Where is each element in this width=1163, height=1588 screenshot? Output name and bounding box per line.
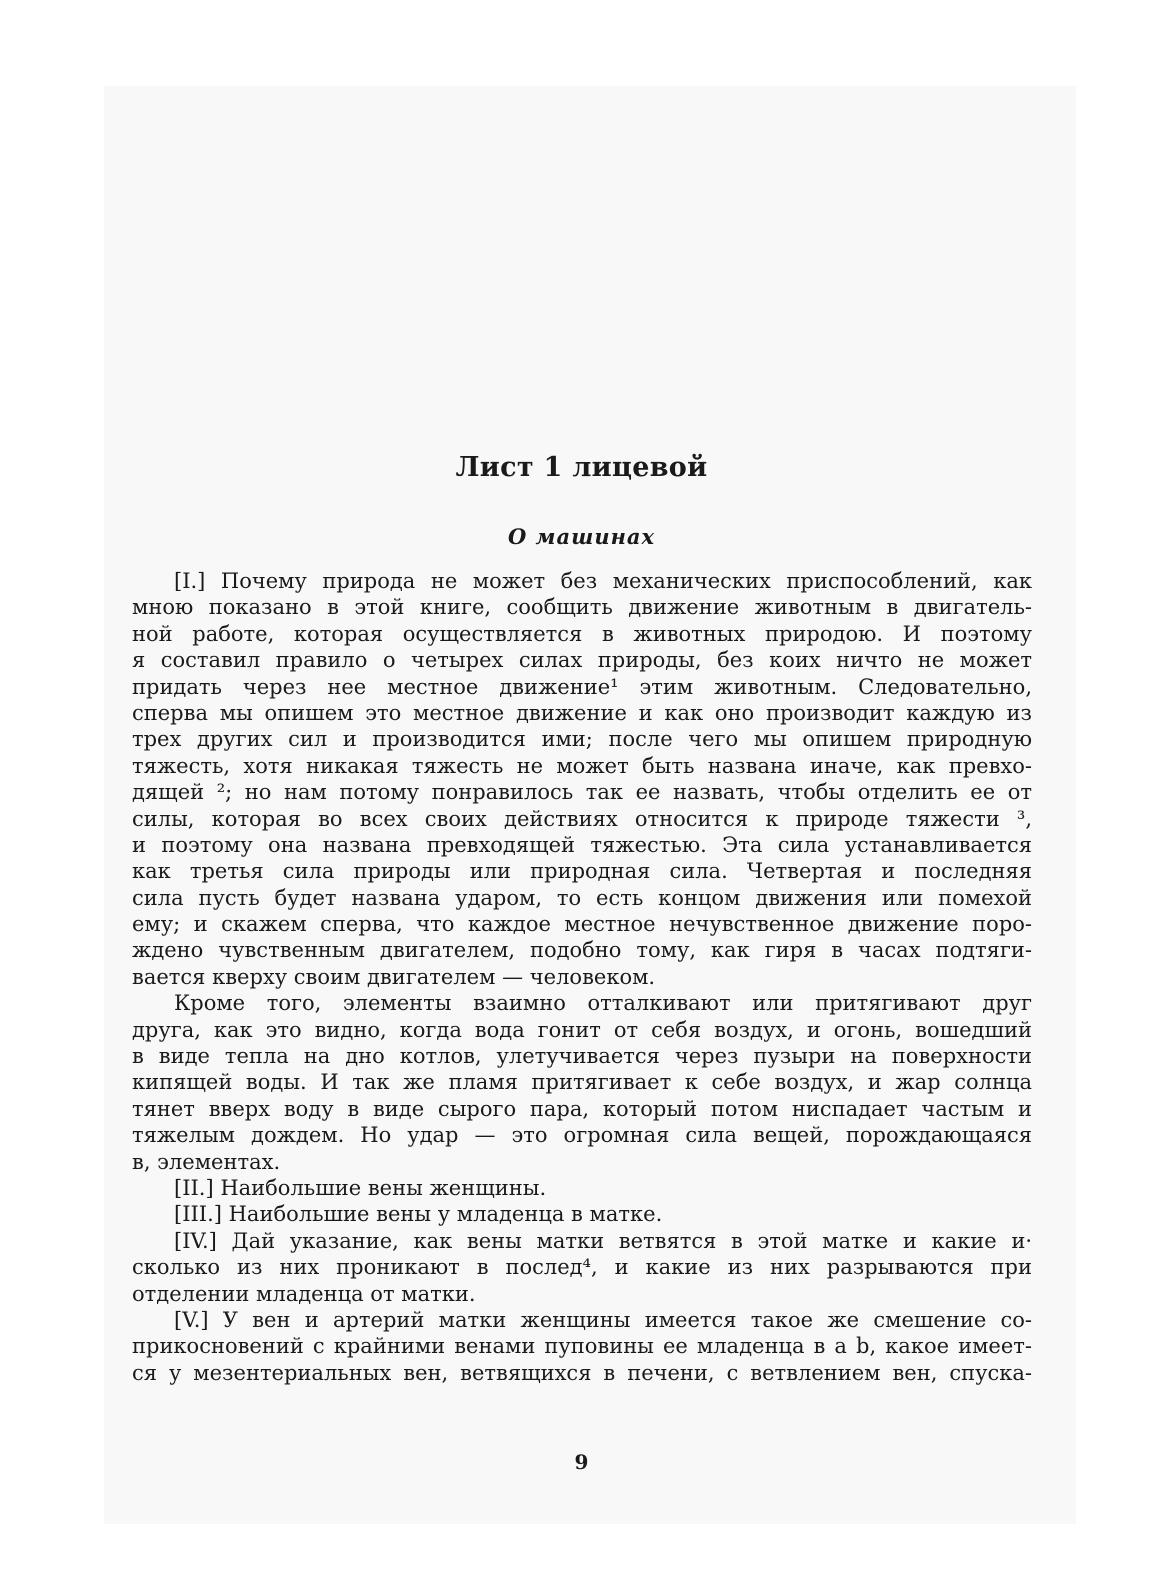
text-line: придать через нее местное движение¹ этим животным. Следовательно, — [132, 674, 1032, 699]
text-line: мною показано в этой книге, сообщить движение животным в двигатель- — [132, 595, 1032, 620]
text-line: тяжесть, хотя никакая тяжесть не может быть названа иначе, как превхо- — [132, 753, 1032, 778]
body-text — [132, 568, 1032, 1386]
text-line: [II.] Наибольшие вены женщины. — [174, 1175, 547, 1200]
text-line: [V.] У вен и артерий матки женщины имеется такое же смешение со- — [174, 1307, 1032, 1332]
text-line: сила пусть будет названа ударом, то есть концом движения или помехой — [132, 885, 1032, 910]
text-line: дящей ²; но нам потому понравилось так ее назвать, чтобы отделить ее от — [132, 780, 1032, 805]
page-number: 9 — [574, 1450, 589, 1474]
text-line: друга, как это видно, когда вода гонит от себя воздух, и огонь, вошедший — [132, 1017, 1032, 1042]
paragraph-2 — [132, 990, 1032, 1175]
paragraph-4 — [132, 1201, 1032, 1227]
text-line: и поэтому она названа превходящей тяжестью. Эта сила устанавливается — [132, 832, 1032, 857]
text-line: как третья сила природы или природная сила. Четвертая и последняя — [132, 859, 1032, 884]
text-line: трех других сил и производится ими; после чего мы опишем природную — [132, 727, 1032, 752]
text-line: силы, которая во всех своих действиях относится к природе тяжести ³, — [132, 806, 1032, 831]
text-line: ной работе, которая осуществляется в животных природою. И поэтому — [132, 621, 1032, 646]
text-line: [III.] Наибольшие вены у младенца в матке. — [174, 1202, 663, 1227]
text-line: в, элементах. — [132, 1149, 281, 1174]
text-line: Кроме того, элементы взаимно отталкивают или притягивают друг — [174, 991, 1032, 1016]
text-line: отделении младенца от матки. — [132, 1281, 476, 1306]
text-line: сперва мы опишем это местное движение и как оно производит каждую из — [132, 700, 1032, 725]
text-line: кипящей воды. И так же пламя притягивает к себе воздух, и жар солнца — [132, 1070, 1032, 1095]
text-line: тянет вверх воду в виде сырого пара, который потом ниспадает частым и — [132, 1096, 1032, 1121]
text-line: [IV.] Дай указание, как вены матки ветвятся в этой матке и какие и· — [174, 1228, 1032, 1253]
section-title: О машинах — [507, 524, 656, 549]
paragraph-6 — [132, 1307, 1032, 1386]
text-line: ждено чувственным двигателем, подобно тому, как гиря в часах подтяги- — [132, 938, 1032, 963]
text-line: прикосновений с крайними венами пуповины ее младенца в a b, какое имеет- — [132, 1334, 1032, 1359]
text-line: [I.] Почему природа не может без механических приспособлений, как — [174, 569, 1032, 593]
paragraph-5 — [132, 1228, 1032, 1307]
text-line: сколько из них проникают в послед⁴, и какие из них разрываются при — [132, 1255, 1032, 1280]
text-line: я составил правило о четырех силах природы, без коих ничто не может — [132, 648, 1032, 673]
text-line: ся у мезентериальных вен, ветвящихся в печени, с ветвлением вен, спуска- — [132, 1360, 1032, 1385]
text-line: ему; и скажем сперва, что каждое местное нечувственное движение поро- — [132, 912, 1032, 937]
paragraph-1 — [132, 568, 1032, 990]
text-line: тяжелым дождем. Но удар — это огромная сила вещей, порождающаяся — [132, 1123, 1032, 1148]
text-line: вается кверху своим двигателем — человеком. — [132, 964, 656, 989]
text-line: в виде тепла на дно котлов, улетучивается через пузыри на поверхности — [132, 1044, 1032, 1069]
sheet-title: Лист 1 лицевой — [455, 452, 708, 483]
paragraph-3 — [132, 1175, 1032, 1201]
